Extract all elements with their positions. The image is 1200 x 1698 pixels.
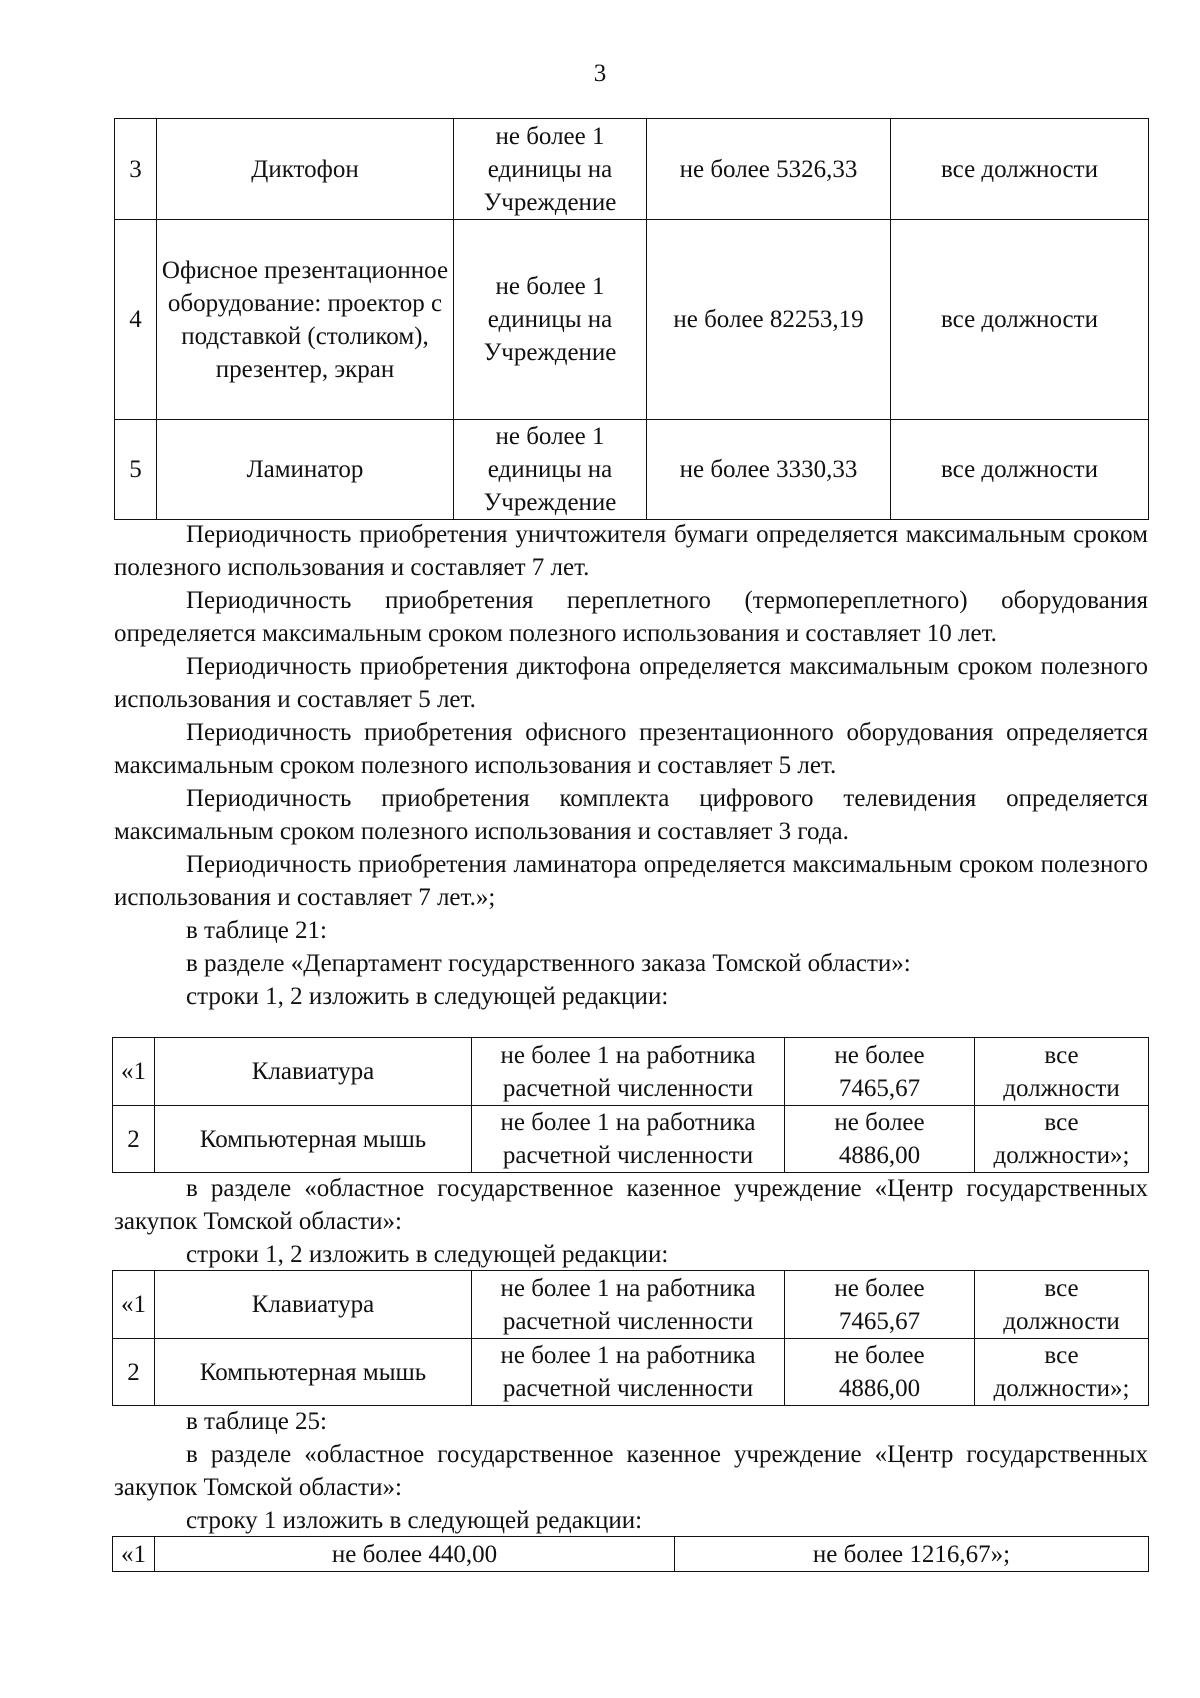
item-positions — [975, 1038, 1149, 1106]
paragraph: строки 1, 2 изложить в следующей редакции: — [186, 1241, 669, 1268]
paragraph: Периодичность приобретения уничтожителя бумаги определяется максимальным сроком полезного использования и составляет 7 лет. — [114, 521, 1148, 581]
quantity-line: не более 1 на работника — [500, 1342, 756, 1369]
paragraph: строку 1 изложить в следующей редакции: — [186, 1507, 643, 1534]
table-row — [113, 1537, 1149, 1572]
positions-line: все — [1044, 1342, 1079, 1369]
row-number: 2 — [113, 1339, 155, 1406]
body-text-block-3 — [114, 1172, 1148, 1271]
table-row — [115, 220, 1149, 420]
item-name: Компьютерная мышь — [155, 1339, 472, 1406]
item-positions: все должности — [891, 420, 1149, 520]
price-line: 4886,00 — [838, 1375, 921, 1402]
positions-line: все — [1044, 1041, 1079, 1069]
item-price — [785, 1339, 975, 1406]
keyboard-mouse-table-department — [112, 1037, 1149, 1173]
item-name: Клавиатура — [155, 1271, 472, 1339]
item-price: не более 82253,19 — [647, 220, 891, 420]
item-positions: все должности — [891, 220, 1149, 420]
price-line: не более — [834, 1041, 925, 1069]
paragraph: Периодичность приобретения комплекта цифрового телевидения определяется максимальным сроком полезного использования и составляет 3 года. — [114, 785, 1148, 845]
keyboard-mouse-table-procurement-center — [112, 1270, 1149, 1406]
row-number: «1 — [113, 1271, 155, 1339]
row-number: 5 — [115, 420, 157, 520]
item-price: не более 5326,33 — [647, 119, 891, 220]
paragraph: Периодичность приобретения диктофона определяется максимальным сроком полезного использования и составляет 5 лет. — [114, 653, 1148, 713]
table-row — [115, 119, 1149, 220]
paragraph: в разделе «Департамент государственного заказа Томской области»: — [186, 950, 911, 977]
paragraph: в разделе «областное государственное казенное учреждение «Центр государственных закупок Томской области»: — [114, 1441, 1148, 1501]
paragraph: в таблице 21: — [186, 917, 328, 944]
item-quantity — [472, 1038, 785, 1106]
item-quantity — [472, 1339, 785, 1406]
item-positions — [975, 1339, 1149, 1406]
positions-line: должности — [1003, 1074, 1120, 1102]
item-name: Офисное презентационное оборудование: проектор с подставкой (столиком), презентер, экран — [157, 220, 454, 420]
paragraph: в таблице 25: — [186, 1408, 328, 1435]
item-positions: все должности — [891, 119, 1149, 220]
equipment-table — [114, 118, 1149, 520]
price-line: 7465,67 — [838, 1307, 921, 1335]
row-number: 3 — [115, 119, 157, 220]
row-number: «1 — [113, 1038, 155, 1106]
quantity-line: не более 1 на работника — [500, 1041, 756, 1069]
table-row — [113, 1106, 1149, 1173]
body-text-block-1 — [114, 518, 1148, 1013]
item-positions — [975, 1271, 1149, 1339]
quantity-line: расчетной численности — [502, 1074, 754, 1102]
row-number: «1 — [113, 1537, 155, 1572]
positions-line: все — [1044, 1109, 1079, 1136]
positions-line: должности»; — [993, 1375, 1130, 1402]
quantity-line: не более 1 на работника — [500, 1274, 756, 1302]
item-name: Диктофон — [157, 119, 454, 220]
item-price — [785, 1106, 975, 1173]
table-row — [113, 1339, 1149, 1406]
quantity-line: расчетной численности — [502, 1307, 754, 1335]
item-price — [785, 1038, 975, 1106]
row-number: 4 — [115, 220, 157, 420]
row-number: 2 — [113, 1106, 155, 1173]
item-quantity: не более 1 единицы на Учреждение — [454, 420, 647, 520]
positions-line: все — [1044, 1274, 1079, 1302]
quantity-line: расчетной численности — [502, 1375, 754, 1402]
price-line: 4886,00 — [838, 1142, 921, 1169]
positions-line: должности — [1003, 1307, 1120, 1335]
table-row — [113, 1038, 1149, 1106]
price-line: 7465,67 — [838, 1074, 921, 1102]
table-row — [115, 420, 1149, 520]
paragraph: строки 1, 2 изложить в следующей редакции: — [186, 983, 669, 1010]
item-name: Ламинатор — [157, 420, 454, 520]
item-quantity — [472, 1271, 785, 1339]
item-quantity — [472, 1106, 785, 1173]
item-price: не более 3330,33 — [647, 420, 891, 520]
item-positions — [975, 1106, 1149, 1173]
price-line: не более — [834, 1274, 925, 1302]
positions-line: должности»; — [993, 1142, 1130, 1169]
item-name: Клавиатура — [155, 1038, 472, 1106]
page-number: 3 — [593, 60, 607, 87]
table25-row-table — [112, 1536, 1149, 1572]
price-line: не более — [834, 1109, 925, 1136]
paragraph: Периодичность приобретения переплетного (термопереплетного) оборудования определяется максимальным сроком полезного использования и составляет 10 лет. — [114, 587, 1148, 647]
paragraph: в разделе «областное государственное казенное учреждение «Центр государственных закупок Томской области»: — [114, 1175, 1148, 1235]
quantity-line: не более 1 на работника — [500, 1109, 756, 1136]
table-row — [113, 1271, 1149, 1339]
quantity-line: расчетной численности — [502, 1142, 754, 1169]
item-name: Компьютерная мышь — [155, 1106, 472, 1173]
body-text-block-4 — [114, 1405, 1148, 1537]
paragraph: Периодичность приобретения офисного презентационного оборудования определяется максимальным сроком полезного использования и составляет 5 лет. — [114, 719, 1148, 779]
value-cell: не более 1216,67»; — [675, 1537, 1149, 1572]
item-price — [785, 1271, 975, 1339]
value-cell: не более 440,00 — [155, 1537, 675, 1572]
paragraph: Периодичность приобретения ламинатора определяется максимальным сроком полезного использования и составляет 7 лет.»; — [114, 851, 1148, 911]
item-quantity: не более 1 единицы на Учреждение — [454, 119, 647, 220]
item-quantity: не более 1 единицы на Учреждение — [454, 220, 647, 420]
price-line: не более — [834, 1342, 925, 1369]
